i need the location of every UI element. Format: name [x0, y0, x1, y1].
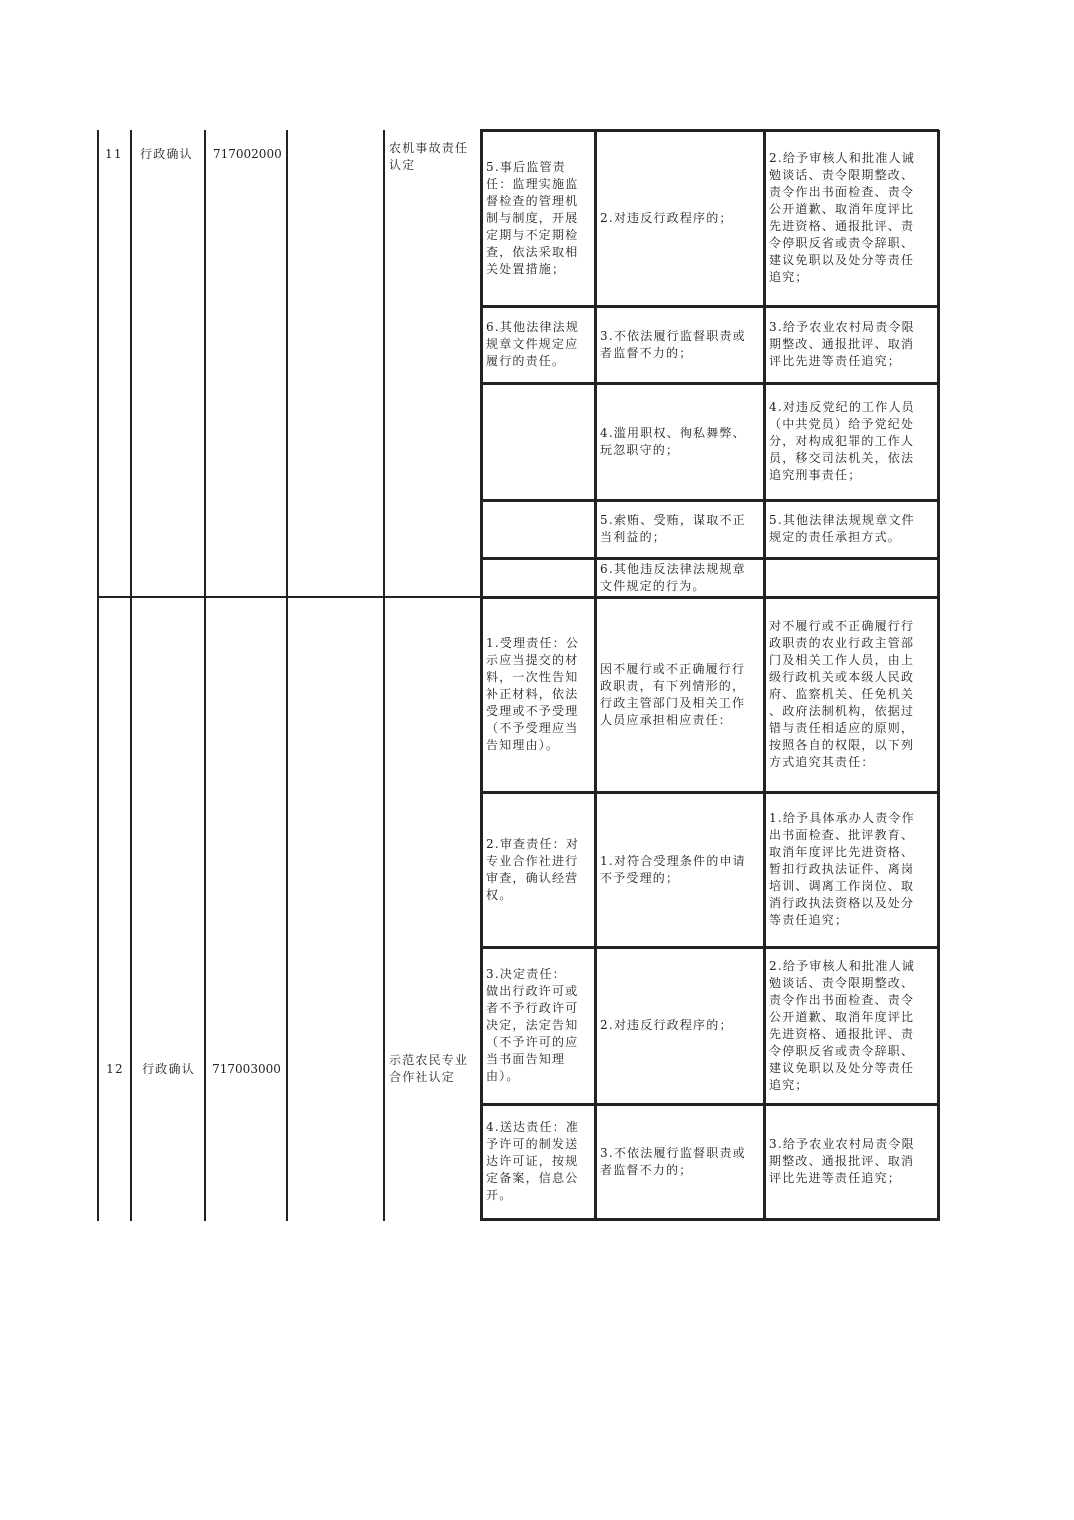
accountability-cell: 4.对违反党纪的工作人员 （中共党员）给予党纪处 分，对构成犯罪的工作人 员，移交司法机关，依法 追究刑事责任；: [769, 400, 915, 482]
row-number: 11: [105, 147, 123, 161]
duty-cell: [482, 384, 594, 499]
situation-cell: 3.不依法履行监督职责或 者监督不力的；: [600, 328, 746, 360]
situation-cell: 4.滥用职权、徇私舞弊、 玩忽职守的；: [600, 425, 746, 457]
duty-cell: 3.决定责任： 做出行政许可或 者不予行政许可 决定，法定告知 （不予许可的应 当书面告知理 由）。: [486, 967, 579, 1083]
situation-cell: 2.对违反行政程序的；: [600, 1018, 733, 1032]
row-item-name: 农机事故责任 认定: [389, 141, 469, 172]
situation-cell: 2.对违反行政程序的；: [600, 210, 733, 225]
grid-line: [286, 130, 288, 1221]
situation-cell: 因不履行或不正确履行行 政职责，有下列情形的， 行政主管部门及相关工作 人员应承担相应责任：: [600, 661, 746, 727]
accountability-cell: 5.其他法律法规规章文件 规定的责任承担方式。: [769, 513, 915, 544]
row-number: 12: [106, 1061, 124, 1076]
accountability-cell: [765, 559, 937, 596]
duty-cell: 5.事后监管责 任：监理实施监 督检查的管理机 制与制度，开展 定期与不定期检 查，依法采取相 关处置措施；: [486, 159, 579, 276]
accountability-cell: 2.给予审核人和批准人诫 勉谈话、责令限期整改、 责令作出书面检查、责令 公开道歉、取消年度评比 先进资格、通报批评、责 令停职反省或责令辞职、 建议免职以及处分等责任 追究；: [769, 151, 915, 284]
duty-cell: 2.审查责任：对 专业合作社进行 审查，确认经营 权。: [486, 836, 580, 902]
grid-line: [937, 130, 940, 1221]
grid-line: [97, 596, 482, 598]
duty-cell: [482, 559, 594, 596]
accountability-cell: 1.给予具体承办人责令作 出书面检查、批评教育、 取消年度评比先进资格、 暂扣行政执法证件、离岗 培训、调离工作岗位、取 消行政执法资格以及处分 等责任追究；: [769, 811, 915, 927]
duty-cell: [482, 501, 594, 557]
accountability-cell: 对不履行或不正确履行行 政职责的农业行政主管部 门及相关工作人员，由上 级行政机关或本级人民政 府、监察机关、任免机关 、政府法制机构，依据过 错与责任相适应的原则， 按照各自的权限，以下列 方式追究其责任：: [769, 619, 915, 769]
accountability-cell: 3.给予农业农村局责令限 期整改、通报批评、取消 评比先进等责任追究；: [769, 320, 915, 368]
row-code: 717003000: [212, 1061, 281, 1076]
situation-cell: 1.对符合受理条件的申请 不予受理的；: [600, 853, 746, 885]
row-type: 行政确认: [142, 1061, 195, 1076]
duty-cell: 4.送达责任：准 予许可的制发送 达许可证，按规 定备案，信息公 开。: [486, 1120, 580, 1202]
situation-cell: 6.其他违反法律法规规章 文件规定的行为。: [600, 561, 746, 593]
situation-cell: 3.不依法履行监督职责或 者监督不力的；: [600, 1145, 746, 1177]
row-item-name: 示范农民专业 合作社认定: [389, 1053, 469, 1084]
row-code: 717002000: [213, 147, 282, 161]
duty-cell: 6.其他法律法规 规章文件规定应 履行的责任。: [486, 320, 580, 368]
accountability-cell: 3.给予农业农村局责令限 期整改、通报批评、取消 评比先进等责任追究；: [769, 1137, 915, 1185]
grid-line: [480, 1218, 939, 1221]
duty-cell: 1.受理责任：公 示应当提交的材 料，一次性告知 补正材料，依法 受理或不予受理 （不予受理应当 告知理由）。: [486, 636, 580, 752]
accountability-cell: 2.给予审核人和批准人诫 勉谈话、责令限期整改、 责令作出书面检查、责令 公开道歉、取消年度评比 先进资格、通报批评、责 令停职反省或责令辞职、 建议免职以及处分等责任 追究；: [769, 958, 915, 1092]
row-type: 行政确认: [140, 147, 193, 161]
situation-cell: 5.索贿、受贿，谋取不正 当利益的；: [600, 513, 746, 544]
